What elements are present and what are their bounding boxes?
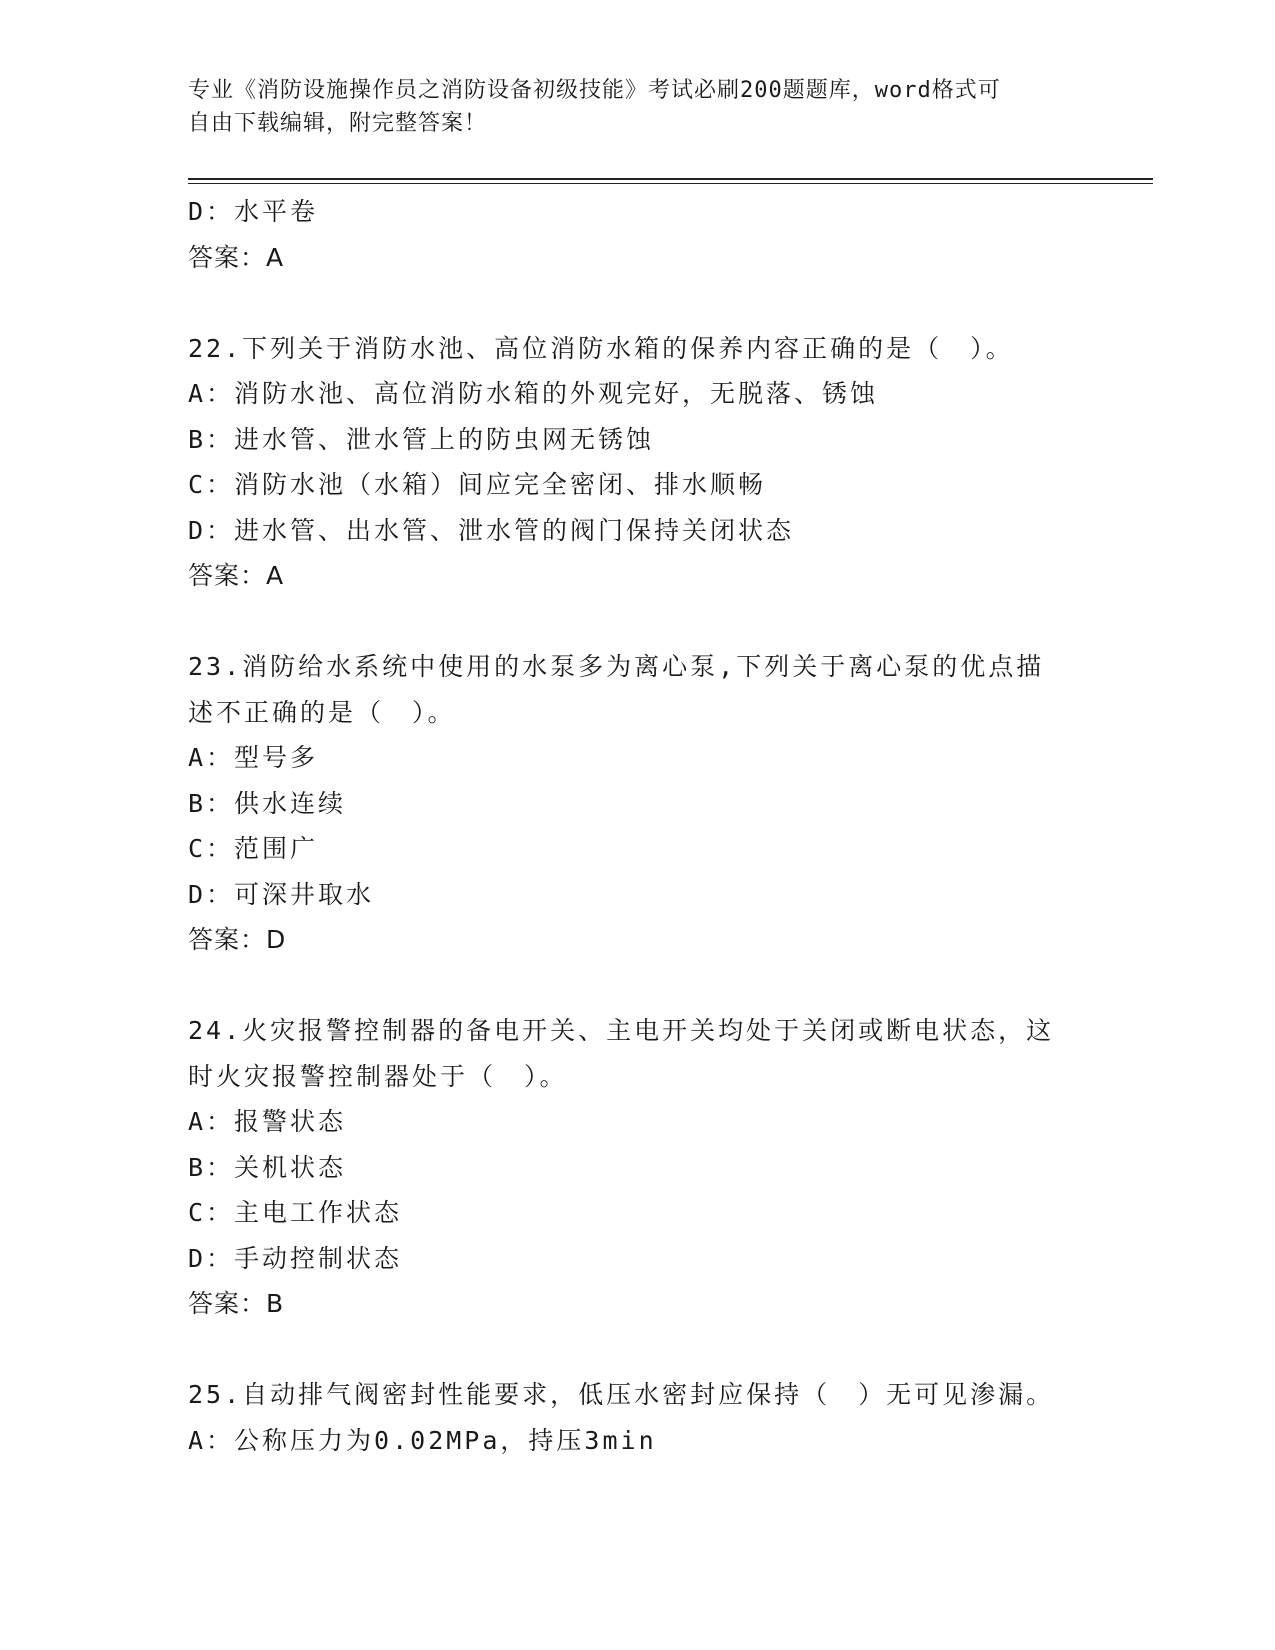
option-d: D：可深井取水	[188, 879, 375, 909]
prev-answer: 答案：A	[188, 242, 285, 272]
answer: 答案：D	[188, 925, 287, 954]
option-a: A：消防水池、高位消防水箱的外观完好，无脱落、锈蚀	[188, 379, 879, 408]
option-c: C：范围广	[188, 834, 319, 863]
question-stem: 22.下列关于消防水池、高位消防水箱的保养内容正确的是（ ）。	[188, 333, 1014, 363]
question-block	[188, 644, 1153, 963]
option-b: B：进水管、泄水管上的防虫网无锈蚀	[188, 424, 655, 454]
option-d: D：手动控制状态	[188, 1243, 403, 1273]
question-stem: 23.消防给水系统中使用的水泵多为离心泵,下列关于离心泵的优点描	[188, 652, 1045, 681]
header-divider-thin	[188, 183, 1153, 184]
question-stem-continued: 述不正确的是（ ）。	[188, 697, 456, 727]
option-b: B：关机状态	[188, 1152, 347, 1182]
question-stem: 25.自动排气阀密封性能要求，低压水密封应保持（ ）无可见渗漏。	[188, 1380, 1055, 1409]
question-stem-continued: 时火灾报警控制器处于（ ）。	[188, 1061, 568, 1091]
spacer	[188, 963, 1153, 1009]
header-divider-thick	[188, 178, 1153, 180]
option-a: A：型号多	[188, 743, 319, 772]
question-block	[188, 1008, 1153, 1327]
option-d: D：进水管、出水管、泄水管的阀门保持关闭状态	[188, 515, 795, 545]
spacer	[188, 1327, 1153, 1373]
answer: 答案：B	[188, 1289, 285, 1318]
question-list	[188, 189, 1153, 1463]
question-stem: 24.火灾报警控制器的备电开关、主电开关均处于关闭或断电状态，这	[188, 1016, 1055, 1045]
spacer	[188, 599, 1153, 645]
option-a: A：报警状态	[188, 1107, 347, 1136]
header-line-1: 专业《消防设施操作员之消防设备初级技能》考试必刷200题题库，word格式可	[188, 78, 1001, 103]
question-block	[188, 326, 1153, 599]
answer: 答案：A	[188, 561, 285, 590]
option-a: A：公称压力为0.02MPa，持压3min	[188, 1425, 657, 1455]
spacer	[188, 280, 1153, 326]
option-b: B：供水连续	[188, 788, 347, 818]
option-c: C：消防水池（水箱）间应完全密闭、排水顺畅	[188, 470, 767, 499]
question-block	[188, 1372, 1153, 1463]
option-c: C：主电工作状态	[188, 1198, 403, 1227]
prev-option-d: D：水平卷	[188, 197, 319, 226]
header-line-2: 自由下载编辑，附完整答案！	[188, 111, 488, 136]
document-header	[188, 74, 1088, 140]
